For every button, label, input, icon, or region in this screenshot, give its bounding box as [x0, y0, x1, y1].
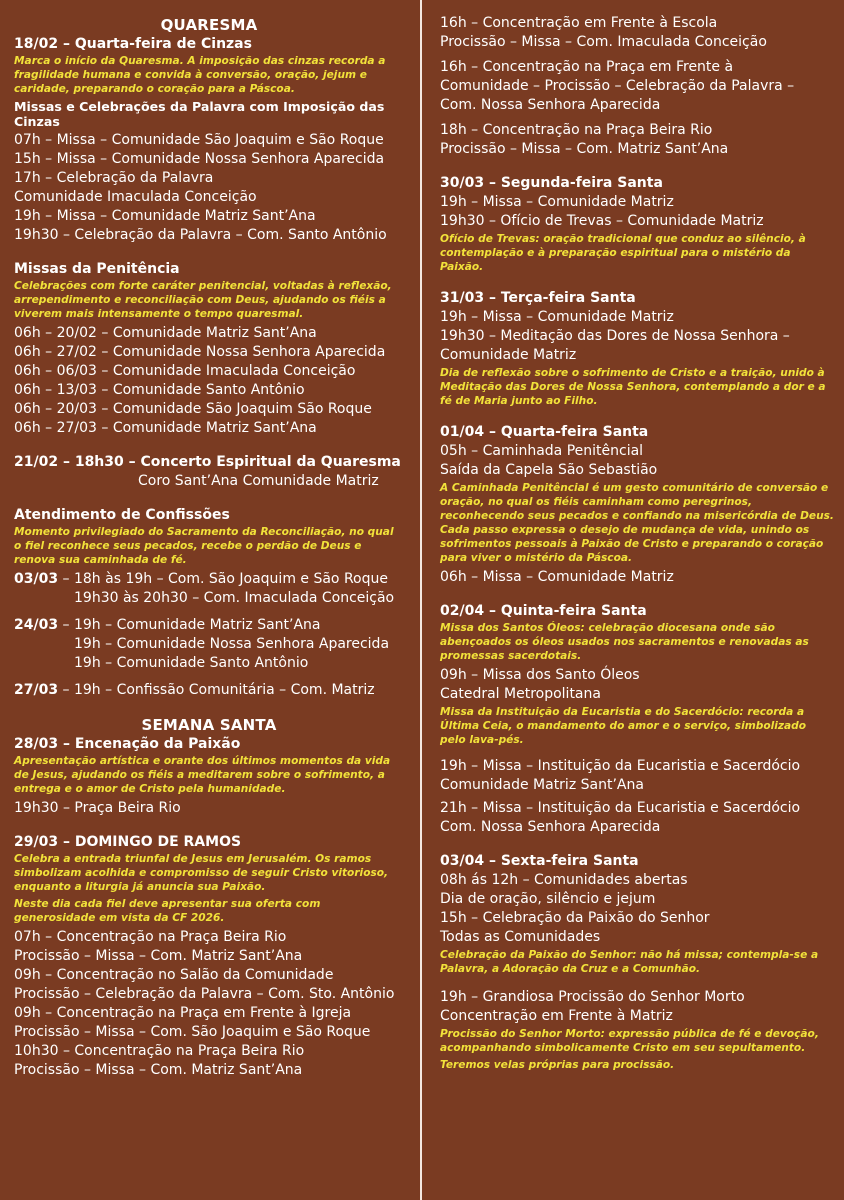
cinzas-description: Marca o início da Quaresma. A imposição das cinzas recorda a fragilidade humana e convida à conversão, oração, jejum e caridade, preparando o coração para a Páscoa. [14, 55, 386, 95]
confissoes-date: 03/03 [14, 571, 59, 587]
quinta-event [440, 603, 834, 837]
sexta-description: Celebração da Paixão do Senhor: não há missa; contempla-se a Palavra, a Adoração da Cruz e a Comunhão. [440, 949, 819, 975]
cinzas-line: 07h – Missa – Comunidade São Joaquim e São Roque [14, 132, 384, 148]
quinta-line: Com. Nossa Senhora Aparecida [440, 819, 661, 835]
ramos-continued [440, 14, 834, 159]
right-column [426, 0, 844, 1200]
segunda-description: Ofício de Trevas: oração tradicional que conduz ao silêncio, à contemplação e à preparação espiritual para o mistério da Paixão. [440, 233, 806, 273]
sexta-heading: 03/04 – Sexta-feira Santa [440, 853, 639, 869]
sexta-line: Todas as Comunidades [440, 929, 601, 945]
segunda-line: 19h30 – Ofício de Trevas – Comunidade Matriz [440, 213, 764, 229]
ramos-line: Comunidade – Procissão – Celebração da Palavra – [440, 78, 795, 94]
sexta-line: 15h – Celebração da Paixão do Senhor [440, 910, 710, 926]
cinzas-line: 15h – Missa – Comunidade Nossa Senhora Aparecida [14, 151, 385, 167]
concerto-heading: 21/02 – 18h30 – Concerto Espiritual da Quaresma [14, 454, 401, 470]
encenacao-description: Apresentação artística e orante dos últimos momentos da vida de Jesus, ajudando os fiéis a meditarem sobre o sofrimento, a entrega e o amor de Cristo pela humanidade. [14, 755, 391, 795]
quarta-line: 05h – Caminhada Penitêncial [440, 443, 644, 459]
quinta-line: Comunidade Matriz Sant’Ana [440, 777, 644, 793]
terca-line: Comunidade Matriz [440, 347, 577, 363]
quarta-description: A Caminhada Penitêncial é um gesto comunitário de conversão e oração, no qual os fiéis caminham como peregrinos, reconhecendo seus pecados e confiando na misericórdia de Deus. Cada passo expressa o desejo de mudança de vida, unindo os sofrimentos pessoais à Paixão de Cristo e preparando o coração para viver o mistério da Páscoa. [440, 482, 834, 564]
confissoes-group-2703 [14, 681, 404, 700]
cinzas-line: 17h – Celebração da Palavra [14, 170, 214, 186]
penitencia-line: 06h – 20/02 – Comunidade Matriz Sant’Ana [14, 325, 317, 341]
ramos-line: Procissão – Missa – Com. Matriz Sant’Ana [440, 141, 729, 157]
ramos-line: 09h – Concentração na Praça em Frente à Igreja [14, 1005, 352, 1021]
terca-description: Dia de reflexão sobre o sofrimento de Cristo e a traição, unido à Meditação das Dores de Nossa Senhora, contemplando a dor e a fé de Maria junto ao Filho. [440, 367, 826, 407]
ramos-line: Com. Nossa Senhora Aparecida [440, 97, 661, 113]
semana-santa-title: SEMANA SANTA [141, 716, 277, 734]
penitencia-line: 06h – 27/02 – Comunidade Nossa Senhora Aparecida [14, 344, 386, 360]
confissoes-description: Momento privilegiado do Sacramento da Reconciliação, no qual o fiel reconhece seus pecados, recebe o perdão de Deus e renova sua caminhada de fé. [14, 526, 394, 566]
quinta-line: 09h – Missa dos Santo Óleos [440, 667, 640, 683]
sexta-line: 19h – Grandiosa Procissão do Senhor Morto [440, 989, 745, 1005]
segunda-heading: 30/03 – Segunda-feira Santa [440, 175, 663, 191]
confissoes-line: 19h – Comunidade Nossa Senhora Aparecida [74, 636, 390, 652]
ramos-line: 10h30 – Concentração na Praça Beira Rio [14, 1043, 305, 1059]
penitencia-line: 06h – 06/03 – Comunidade Imaculada Conceição [14, 363, 356, 379]
ramos-line: 18h – Concentração na Praça Beira Rio [440, 122, 713, 138]
ramos-line: 07h – Concentração na Praça Beira Rio [14, 929, 287, 945]
confissoes-line: 19h30 às 20h30 – Com. Imaculada Conceição [74, 590, 395, 606]
ramos-line: Procissão – Missa – Com. Matriz Sant’Ana [14, 1062, 303, 1078]
sexta-line: Concentração em Frente à Matriz [440, 1008, 673, 1024]
ramos-description: Celebra a entrada triunfal de Jesus em Jerusalém. Os ramos simbolizam acolhida e compromisso de seguir Cristo vitorioso, enquanto a liturgia já anuncia sua Paixão. [14, 853, 389, 893]
confissoes-date: 27/03 [14, 682, 59, 698]
sexta-event [440, 853, 834, 1072]
ramos-line: Procissão – Missa – Com. São Joaquim e São Roque [14, 1024, 371, 1040]
segunda-event [440, 175, 834, 274]
ramos-line: Procissão – Celebração da Palavra – Com. Sto. Antônio [14, 986, 395, 1002]
sexta-candles-note: Teremos velas próprias para procissão. [440, 1059, 675, 1071]
column-divider [420, 0, 422, 1200]
confissoes-line: 19h – Comunidade Santo Antônio [74, 655, 309, 671]
segunda-line: 19h – Missa – Comunidade Matriz [440, 194, 674, 210]
encenacao-heading: 28/03 – Encenação da Paixão [14, 736, 241, 752]
cinzas-line: 19h30 – Celebração da Palavra – Com. Santo Antônio [14, 227, 387, 243]
cinzas-event [14, 36, 404, 245]
ramos-event [14, 834, 404, 1080]
encenacao-line: 19h30 – Praça Beira Rio [14, 800, 181, 816]
quinta-line: 19h – Missa – Instituição da Eucaristia e Sacerdócio [440, 758, 801, 774]
quarta-heading: 01/04 – Quarta-feira Santa [440, 424, 649, 440]
terca-heading: 31/03 – Terça-feira Santa [440, 290, 636, 306]
penitencia-heading: Missas da Penitência [14, 261, 180, 277]
quarta-line: 06h – Missa – Comunidade Matriz [440, 569, 674, 585]
penitencia-event [14, 261, 404, 438]
concerto-line: Coro Sant’Ana Comunidade Matriz [138, 473, 379, 489]
ramos-line: Procissão – Missa – Com. Matriz Sant’Ana [14, 948, 303, 964]
ramos-line: 16h – Concentração na Praça em Frente à [440, 59, 734, 75]
sexta-line: 08h ás 12h – Comunidades abertas [440, 872, 688, 888]
concerto-event [14, 454, 404, 491]
cinzas-line: Comunidade Imaculada Conceição [14, 189, 257, 205]
ramos-heading: 29/03 – DOMINGO DE RAMOS [14, 834, 242, 850]
ramos-offering-note: Neste dia cada fiel deve apresentar sua oferta com generosidade em vista da CF 2026. [14, 898, 321, 924]
confissoes-line: – 19h – Confissão Comunitária – Com. Matriz [62, 682, 375, 698]
confissoes-heading: Atendimento de Confissões [14, 507, 230, 523]
quinta-line: 21h – Missa – Instituição da Eucaristia e Sacerdócio [440, 800, 801, 816]
penitencia-description: Celebrações com forte caráter penitencial, voltadas à reflexão, arrependimento e reconciliação com Deus, ajudando os fiéis a viverem mais intensamente o tempo quaresmal. [14, 280, 392, 320]
terca-line: 19h30 – Meditação das Dores de Nossa Senhora – [440, 328, 790, 344]
quinta-description: Missa da Instituição da Eucaristia e do Sacerdócio: recorda a Última Ceia, o mandamento do amor e o serviço, simbolizado pelo lava-pés. [440, 706, 807, 746]
cinzas-subheading: Missas e Celebrações da Palavra com Imposição das Cinzas [14, 99, 385, 129]
confissoes-event [14, 507, 404, 700]
confissoes-line: – 18h às 19h – Com. São Joaquim e São Roque [62, 571, 388, 587]
left-column [0, 0, 414, 1200]
penitencia-line: 06h – 27/03 – Comunidade Matriz Sant’Ana [14, 420, 317, 436]
confissoes-line: – 19h – Comunidade Matriz Sant’Ana [62, 617, 321, 633]
ramos-line: 09h – Concentração no Salão da Comunidade [14, 967, 334, 983]
terca-line: 19h – Missa – Comunidade Matriz [440, 309, 674, 325]
cinzas-line: 19h – Missa – Comunidade Matriz Sant’Ana [14, 208, 316, 224]
cinzas-heading: 18/02 – Quarta-feira de Cinzas [14, 36, 252, 52]
sexta-description: Procissão do Senhor Morto: expressão pública de fé e devoção, acompanhando simbolicamente Cristo em seu sepultamento. [440, 1028, 819, 1054]
quaresma-title: QUARESMA [160, 16, 258, 34]
encenacao-event [14, 736, 404, 818]
sexta-line: Dia de oração, silêncio e jejum [440, 891, 656, 907]
terca-event [440, 290, 834, 408]
confissoes-date: 24/03 [14, 617, 59, 633]
quinta-line: Catedral Metropolitana [440, 686, 601, 702]
quinta-description: Missa dos Santos Óleos: celebração diocesana onde são abençoados os óleos usados nos sacramentos e renovadas as promessas sacerdotais. [440, 622, 809, 662]
quinta-heading: 02/04 – Quinta-feira Santa [440, 603, 647, 619]
confissoes-group-0303 [14, 570, 404, 608]
quarta-line: Saída da Capela São Sebastião [440, 462, 658, 478]
ramos-line: 16h – Concentração em Frente à Escola [440, 15, 718, 31]
ramos-line: Procissão – Missa – Com. Imaculada Conceição [440, 34, 767, 50]
confissoes-group-2403 [14, 616, 404, 673]
penitencia-line: 06h – 20/03 – Comunidade São Joaquim São Roque [14, 401, 372, 417]
quarta-event [440, 424, 834, 587]
penitencia-line: 06h – 13/03 – Comunidade Santo Antônio [14, 382, 305, 398]
